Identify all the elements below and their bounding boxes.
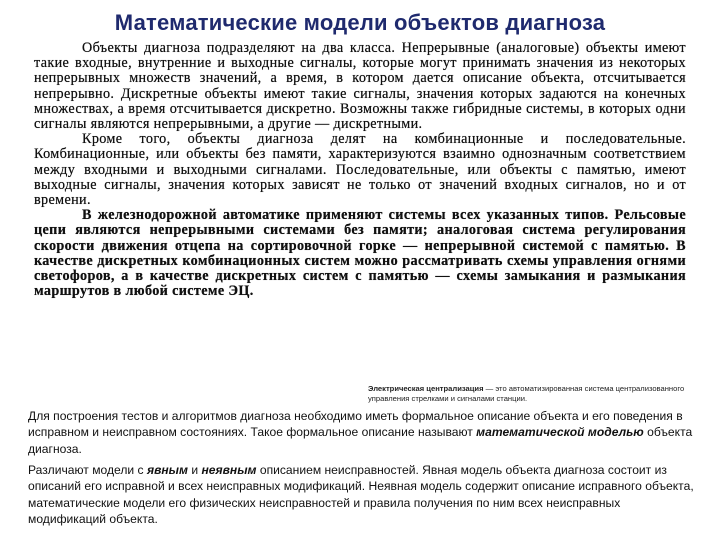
- footnote: [368, 384, 688, 403]
- page-title: Математические модели объектов диагноза: [114, 10, 606, 35]
- body2-text-3: описанием неисправностей. Явная модель объекта диагноза состоит из описаний его исправной и всех неисправных модификаций. Неявная модель содержит описание исправного объекта, математические модели его физических неисправностей и правила получения по ним всех неисправных модификаций объекта.: [28, 463, 694, 527]
- body1-text-before: Для построения тестов и алгоритмов диагноза необходимо иметь формальное описание объекта и его поведения в исправном и неисправном состояниях. Такое формальное описание называют: [28, 409, 683, 440]
- scanned-text-block: [34, 41, 686, 401]
- term-math-model: математической моделью: [476, 425, 644, 440]
- footnote-term: Электрическая централизация: [368, 384, 484, 393]
- body2-text-2: и: [187, 463, 202, 477]
- scan-paragraph-2: Кроме того, объекты диагноза делят на комбинационные и последовательные. Комбинационные, или объекты без памяти, характеризуются взаимно однозначным соответствием между входными и выходными сигналами. Последовательные, или объекты с памятью, имеют выходные сигналы, значения которых зависят не только от значений входных сигналов, но и от времени.: [34, 131, 686, 209]
- scan-paragraph-1: Объекты диагноза подразделяют на два класса. Непрерывные (аналоговые) объекты имеют такие входные, внутренние и выходные сигналы, которые могут принимать значения из некоторых непрерывных множеств значений, а время, в котором дается описание объекта, отсчитывается непрерывно. Дискретные объекты имеют такие сигналы, значения которых задаются на конечных множествах, а время отсчитывается дискретно. Возможны также гибридные системы, в которых одни сигналы являются непрерывными, а другие — дискретными.: [34, 40, 686, 133]
- term-implicit: неявным: [201, 463, 257, 477]
- footnote-text: — это автоматизированная система централизованного управления стрелками и сигналами станции.: [368, 384, 685, 403]
- body-paragraph-2: [28, 462, 700, 528]
- scan-paragraph-3: В железнодорожной автоматике применяют системы всех указанных типов. Рельсовые цепи являются непрерывными системами без памяти; аналоговая система регулирования скорости движения отцепа на сортировочной горке — непрерывной системой с памятью. В качестве дискретных комбинационных систем можно рассматривать схемы управления огнями светофоров, а в качестве дискретных систем с памятью — схемы замыкания и размыкания маршрутов в любой системе ЭЦ.: [34, 207, 686, 300]
- body-paragraph-1: [28, 408, 700, 457]
- body1-text-after: объекта диагноза.: [28, 425, 693, 456]
- term-explicit: явным: [146, 463, 188, 477]
- body2-text-1: Различают модели с: [28, 463, 147, 477]
